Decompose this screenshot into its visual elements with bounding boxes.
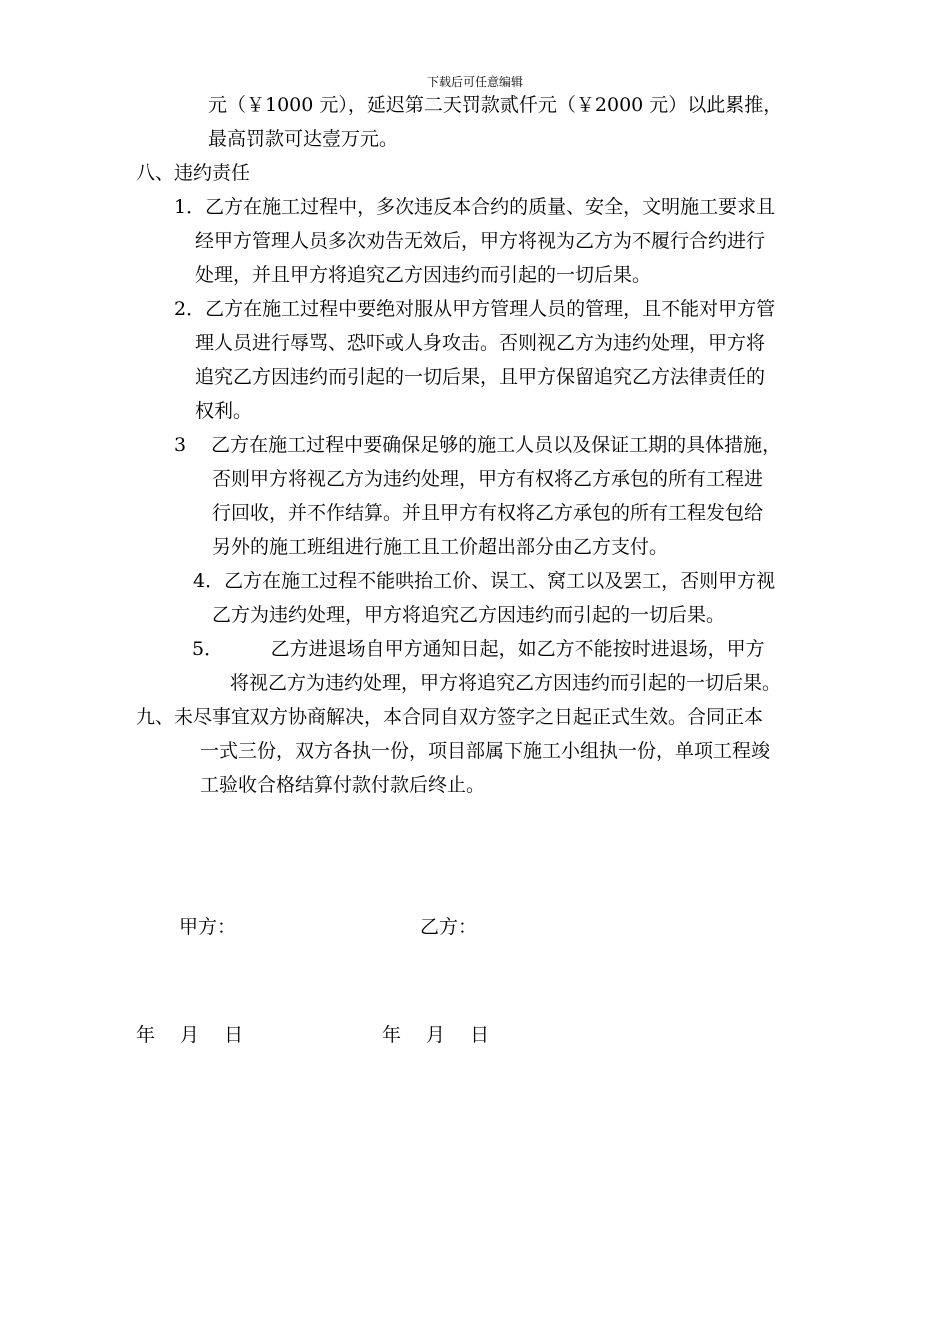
item-2-line-3: 追究乙方因违约而引起的一切后果，且甲方保留追究乙方法律责任的 — [195, 366, 766, 388]
item-1-line-1: 1．乙方在施工过程中，多次违反本合约的质量、安全，文明施工要求且 — [174, 196, 776, 218]
clause-7-line-2: 最高罚款可达壹万元。 — [208, 128, 399, 150]
item-2-line-1: 2．乙方在施工过程中要绝对服从甲方管理人员的管理，且不能对甲方管 — [174, 298, 776, 320]
item-1-line-3: 处理，并且甲方将追究乙方因违约而引起的一切后果。 — [195, 264, 652, 286]
item-4-line-1: 4．乙方在施工过程不能哄抬工价、误工、窝工以及罢工，否则甲方视 — [193, 570, 776, 592]
item-3-line-1: 3 乙方在施工过程中要确保足够的施工人员以及保证工期的具体措施， — [174, 434, 782, 456]
item-3-line-3: 行回收，并不作结算。并且甲方有权将乙方承包的所有工程发包给 — [212, 502, 764, 524]
item-2-line-2: 理人员进行辱骂、恐吓或人身攻击。否则视乙方为违约处理，甲方将 — [195, 332, 766, 354]
item-2-line-4: 权利。 — [195, 400, 253, 422]
item-3-line-2: 否则甲方将视乙方为违约处理，甲方有权将乙方承包的所有工程进 — [212, 468, 764, 490]
item-5-line-1: 5． 乙方进退场自甲方通知日起，如乙方不能按时进退场，甲方 — [192, 638, 765, 660]
section-9-line-3: 工验收合格结算付款付款后终止。 — [200, 774, 486, 796]
party-a-date: 年 月 日 — [136, 1024, 244, 1046]
item-3-line-4: 另外的施工班组进行施工且工价超出部分由乙方支付。 — [212, 536, 669, 558]
party-a-label: 甲方： — [179, 916, 237, 938]
section-9-line-2: 一式三份，双方各执一份，项目部属下施工小组执一份，单项工程竣 — [200, 740, 771, 762]
party-b-label: 乙方： — [420, 916, 478, 938]
section-9-line-1: 九、未尽事宜双方协商解决，本合同自双方签字之日起正式生效。合同正本 — [136, 706, 764, 728]
item-4-line-2: 乙方为违约处理，甲方将追究乙方因违约而引起的一切后果。 — [212, 604, 726, 626]
header-note: 下载后可任意编辑 — [426, 75, 523, 89]
party-b-date: 年 月 日 — [382, 1024, 490, 1046]
item-1-line-2: 经甲方管理人员多次劝告无效后，甲方将视为乙方为不履行合约进行 — [195, 230, 766, 252]
section-8-heading: 八、违约责任 — [136, 162, 251, 184]
clause-7-line-1: 元（￥1000 元），延迟第二天罚款贰仟元（￥2000 元）以此累推， — [208, 94, 783, 116]
item-5-line-2: 将视乙方为违约处理，甲方将追究乙方因违约而引起的一切后果。 — [230, 672, 782, 694]
